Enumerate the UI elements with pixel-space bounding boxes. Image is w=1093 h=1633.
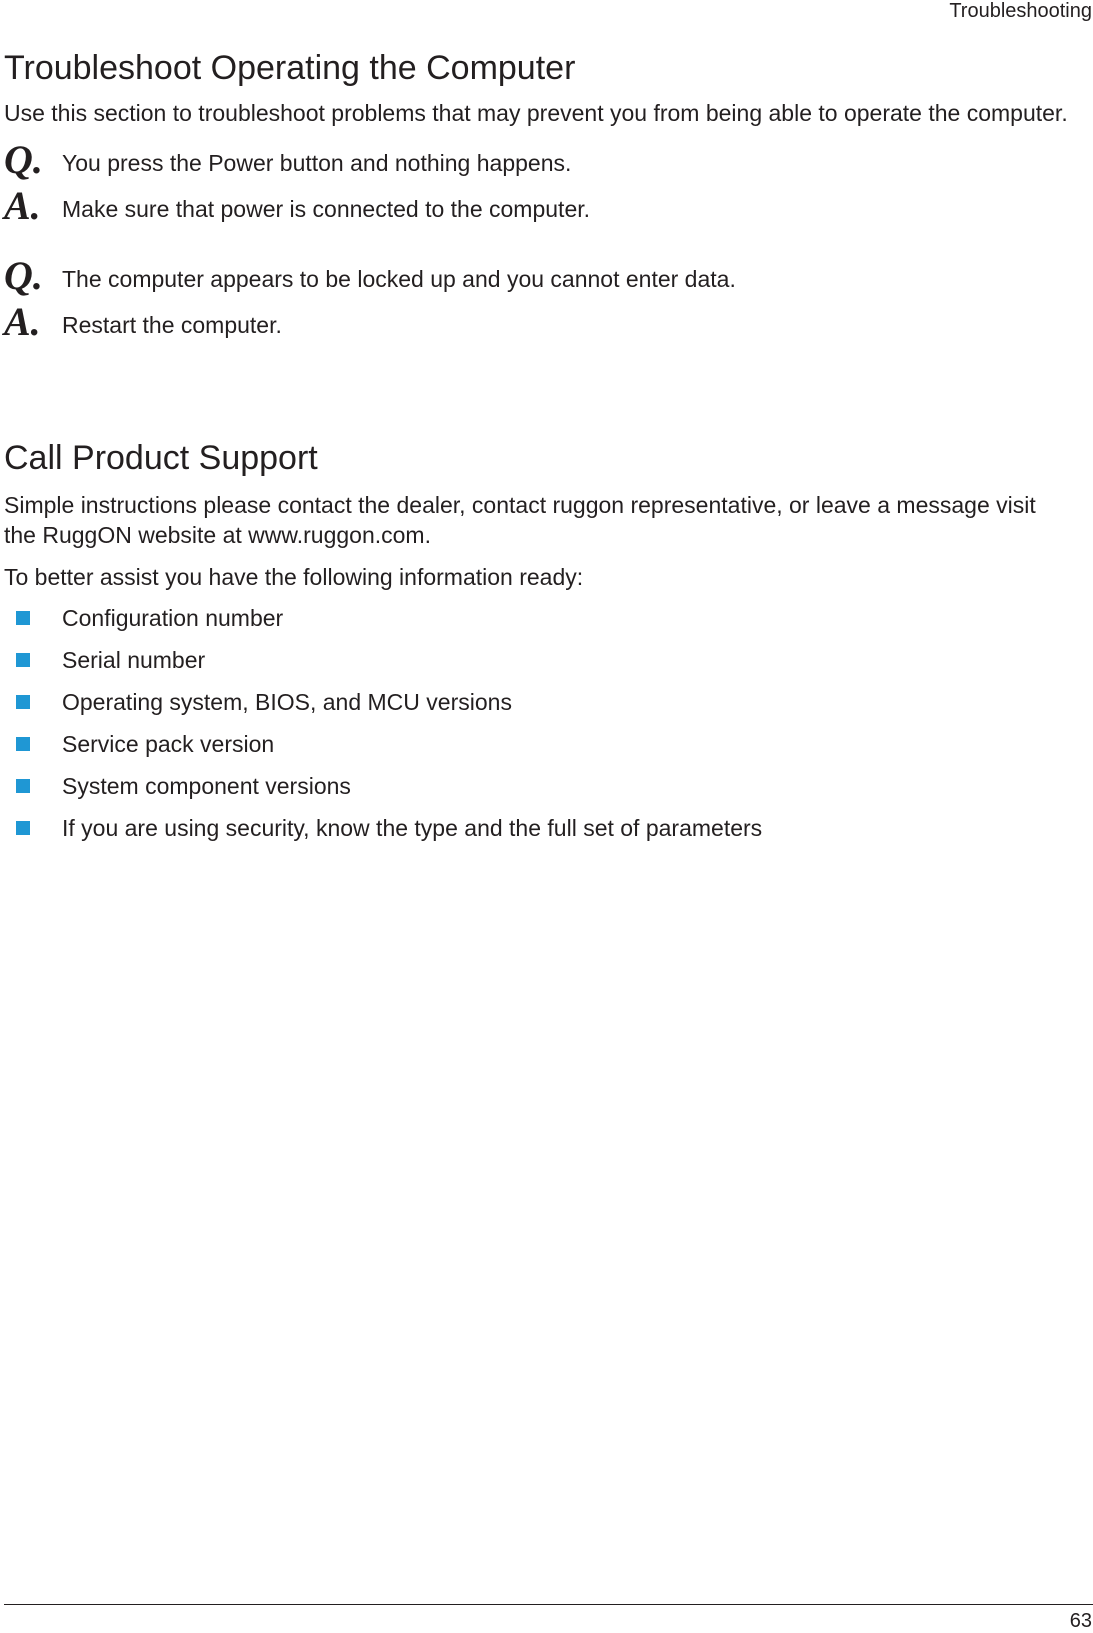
list-item-text: Serial number: [62, 647, 206, 673]
list-item: [4, 604, 1073, 646]
list-item: [4, 814, 1073, 856]
square-bullet-icon: [16, 821, 30, 835]
square-bullet-icon: [16, 779, 30, 793]
answer-2: [4, 299, 1073, 352]
square-bullet-icon: [16, 695, 30, 709]
answer-1: [4, 183, 1073, 236]
list-item-text: Operating system, BIOS, and MCU versions: [62, 689, 512, 715]
list-item-text: If you are using security, know the type and the full set of parameters: [62, 815, 763, 841]
answer-mark: A.: [4, 183, 41, 228]
troubleshoot-section: [4, 48, 1073, 352]
question-2: [4, 253, 1073, 306]
question-mark: Q.: [4, 137, 43, 182]
answer-text: Make sure that power is connected to the computer.: [62, 196, 591, 222]
info-ready-text: To better assist you have the following information ready:: [4, 564, 584, 590]
footer-divider: [4, 1604, 1093, 1605]
running-head: Troubleshooting: [949, 0, 1092, 22]
page-number: 63: [1069, 1610, 1092, 1632]
question-text: You press the Power button and nothing happens.: [62, 150, 572, 176]
square-bullet-icon: [16, 737, 30, 751]
section-intro: Use this section to troubleshoot problems that may prevent you from being able to operate the computer.: [4, 100, 1068, 126]
answer-mark: A.: [4, 299, 41, 344]
list-item: [4, 730, 1073, 772]
list-item: [4, 646, 1073, 688]
list-item: [4, 688, 1073, 730]
square-bullet-icon: [16, 653, 30, 667]
support-instructions: Simple instructions please contact the dealer, contact ruggon representative, or leave a message visit the RuggON website at www.ruggon.com.: [4, 492, 1036, 548]
answer-text: Restart the computer.: [62, 312, 282, 338]
list-item-text: Service pack version: [62, 731, 275, 757]
product-support-section: [4, 438, 1073, 856]
section-title: Troubleshoot Operating the Computer: [4, 49, 576, 87]
square-bullet-icon: [16, 611, 30, 625]
list-item: [4, 772, 1073, 814]
list-item-text: System component versions: [62, 773, 351, 799]
question-text: The computer appears to be locked up and you cannot enter data.: [62, 266, 736, 292]
list-item-text: Configuration number: [62, 605, 284, 631]
info-list: [4, 604, 1073, 856]
section-title: Call Product Support: [4, 439, 318, 477]
question-mark: Q.: [4, 253, 43, 298]
question-1: [4, 137, 1073, 190]
